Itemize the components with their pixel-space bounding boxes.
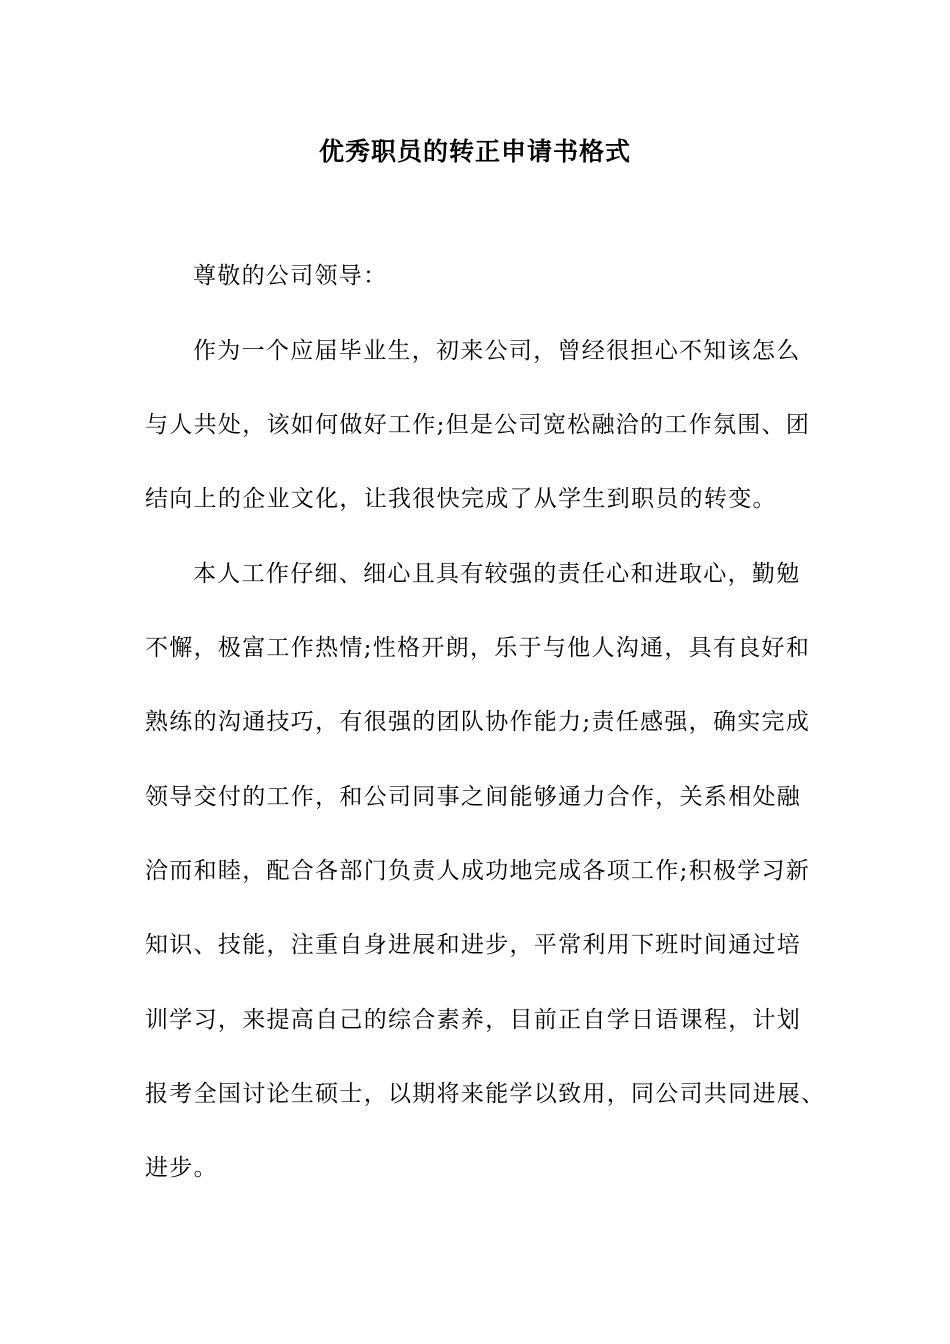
paragraph-line: 熟练的沟通技巧，有很强的团队协作能力;责任感强，确实完成	[145, 709, 811, 735]
paragraph-line: 训学习，来提高自己的综合素养，目前正自学日语课程，计划	[145, 1007, 802, 1033]
salutation: 尊敬的公司领导：	[193, 263, 388, 289]
paragraph-line: 与人共处，该如何做好工作;但是公司宽松融洽的工作氛围、团	[145, 412, 811, 438]
paragraph-line: 本人工作仔细、细心且具有较强的责任心和进取心，勤勉	[193, 561, 801, 587]
paragraph-line: 洽而和睦，配合各部门负责人成功地完成各项工作;积极学习新	[145, 858, 811, 884]
document-title: 优秀职员的转正申请书格式	[318, 137, 631, 166]
paragraph-line: 领导交付的工作，和公司同事之间能够通力合作，关系相处融	[145, 784, 802, 810]
paragraph-line: 报考全国讨论生硕士，以期将来能学以致用，同公司共同进展、	[145, 1081, 826, 1107]
paragraph-line: 作为一个应届毕业生，初来公司，曾经很担心不知该怎么	[193, 338, 801, 364]
paragraph-line: 进步。	[145, 1155, 218, 1181]
paragraph-line: 不懈，极富工作热情;性格开朗，乐于与他人沟通，具有良好和	[145, 635, 811, 661]
paragraph-line: 结向上的企业文化，让我很快完成了从学生到职员的转变。	[145, 486, 777, 512]
paragraph-line: 知识、技能，注重自身进展和进步，平常利用下班时间通过培	[145, 932, 802, 958]
